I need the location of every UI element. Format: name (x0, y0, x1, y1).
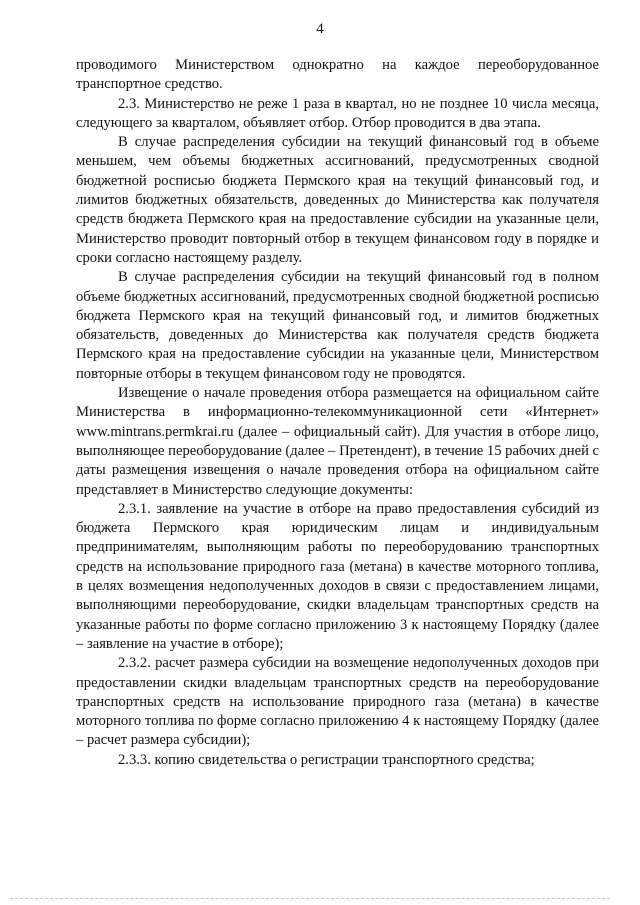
paragraph-clause-2-3-3: 2.3.3. копию свидетельства о регистрации транспортного средства; (118, 751, 535, 768)
paragraph-full-distribution: В случае распределения субсидии на текущий финансовый год в полном объеме бюджетных ассигнований, предусмотренных сводной бюджетной росписью бюджета Пермского края на текущий финансовый год, и лимитов бюджетных обязательств, доведенных до Министерства как получателя средств бюджета Пермского края на предоставление субсидии на указанные цели, Министерством повторные отборы в текущем финансовом году не проводятся. (76, 269, 599, 382)
paragraph-clause-2-3-1: 2.3.1. заявление на участие в отборе на право предоставления субсидий из бюджета Пермского края юридическим лицам и индивидуальным предпринимателям, выполняющим работы по переоборудованию транспортных средств на использование природного газа (метана) в качестве моторного топлива, в целях возмещения недополученных доходов в связи с предоставлением лицами, выполняющими переоборудование, скидки владельцам транспортных средств на указанные работы по форме согласно приложению 3 к настоящему Порядку (далее – заявление на участие в отборе); (76, 500, 599, 652)
paragraph-clause-2-3-2: 2.3.2. расчет размера субсидии на возмещение недополученных доходов при предоставлении скидки владельцам транспортных средств на переоборудование транспортных средств на использование природного газа (метана) в качестве моторного топлива по форме согласно приложению 4 к настоящему Порядку (далее – расчет размера субсидии); (76, 655, 599, 749)
paragraph-clause-2-3: 2.3. Министерство не реже 1 раза в квартал, но не позднее 10 числа месяца, следующего за кварталом, объявляет отбор. Отбор проводится в два этапа. (76, 95, 599, 131)
paragraph-partial-distribution: В случае распределения субсидии на текущий финансовый год в объеме меньшем, чем объемы бюджетных ассигнований, предусмотренных сводной бюджетной росписью бюджета Пермского края на текущий финансовый год, и лимитов бюджетных обязательств, доведенных до Министерства как получателя средств бюджета Пермского края на предоставление субсидии на указанные цели, Министерство проводит повторный отбор в текущем финансовом году в порядке и сроки согласно настоящему разделу. (76, 134, 599, 266)
paragraph-selection-notice: Извещение о начале проведения отбора размещается на официальном сайте Министерства в информационно-телекоммуникационной сети «Интернет» www.mintrans.permkrai.ru (далее – официальный сайт). Для участия в отборе лицо, выполняющее переоборудование (далее – Претендент), в течение 15 рабочих дней с даты размещения извещения о начале проведения отбора на официальном сайте представляет в Министерство следующие документы: (76, 385, 600, 498)
document-body (76, 56, 599, 770)
page-number: 4 (316, 21, 324, 37)
scan-edge-line (10, 898, 610, 899)
paragraph-continuation: проводимого Министерством однократно на каждое переоборудованное транспортное средство. (76, 57, 599, 93)
